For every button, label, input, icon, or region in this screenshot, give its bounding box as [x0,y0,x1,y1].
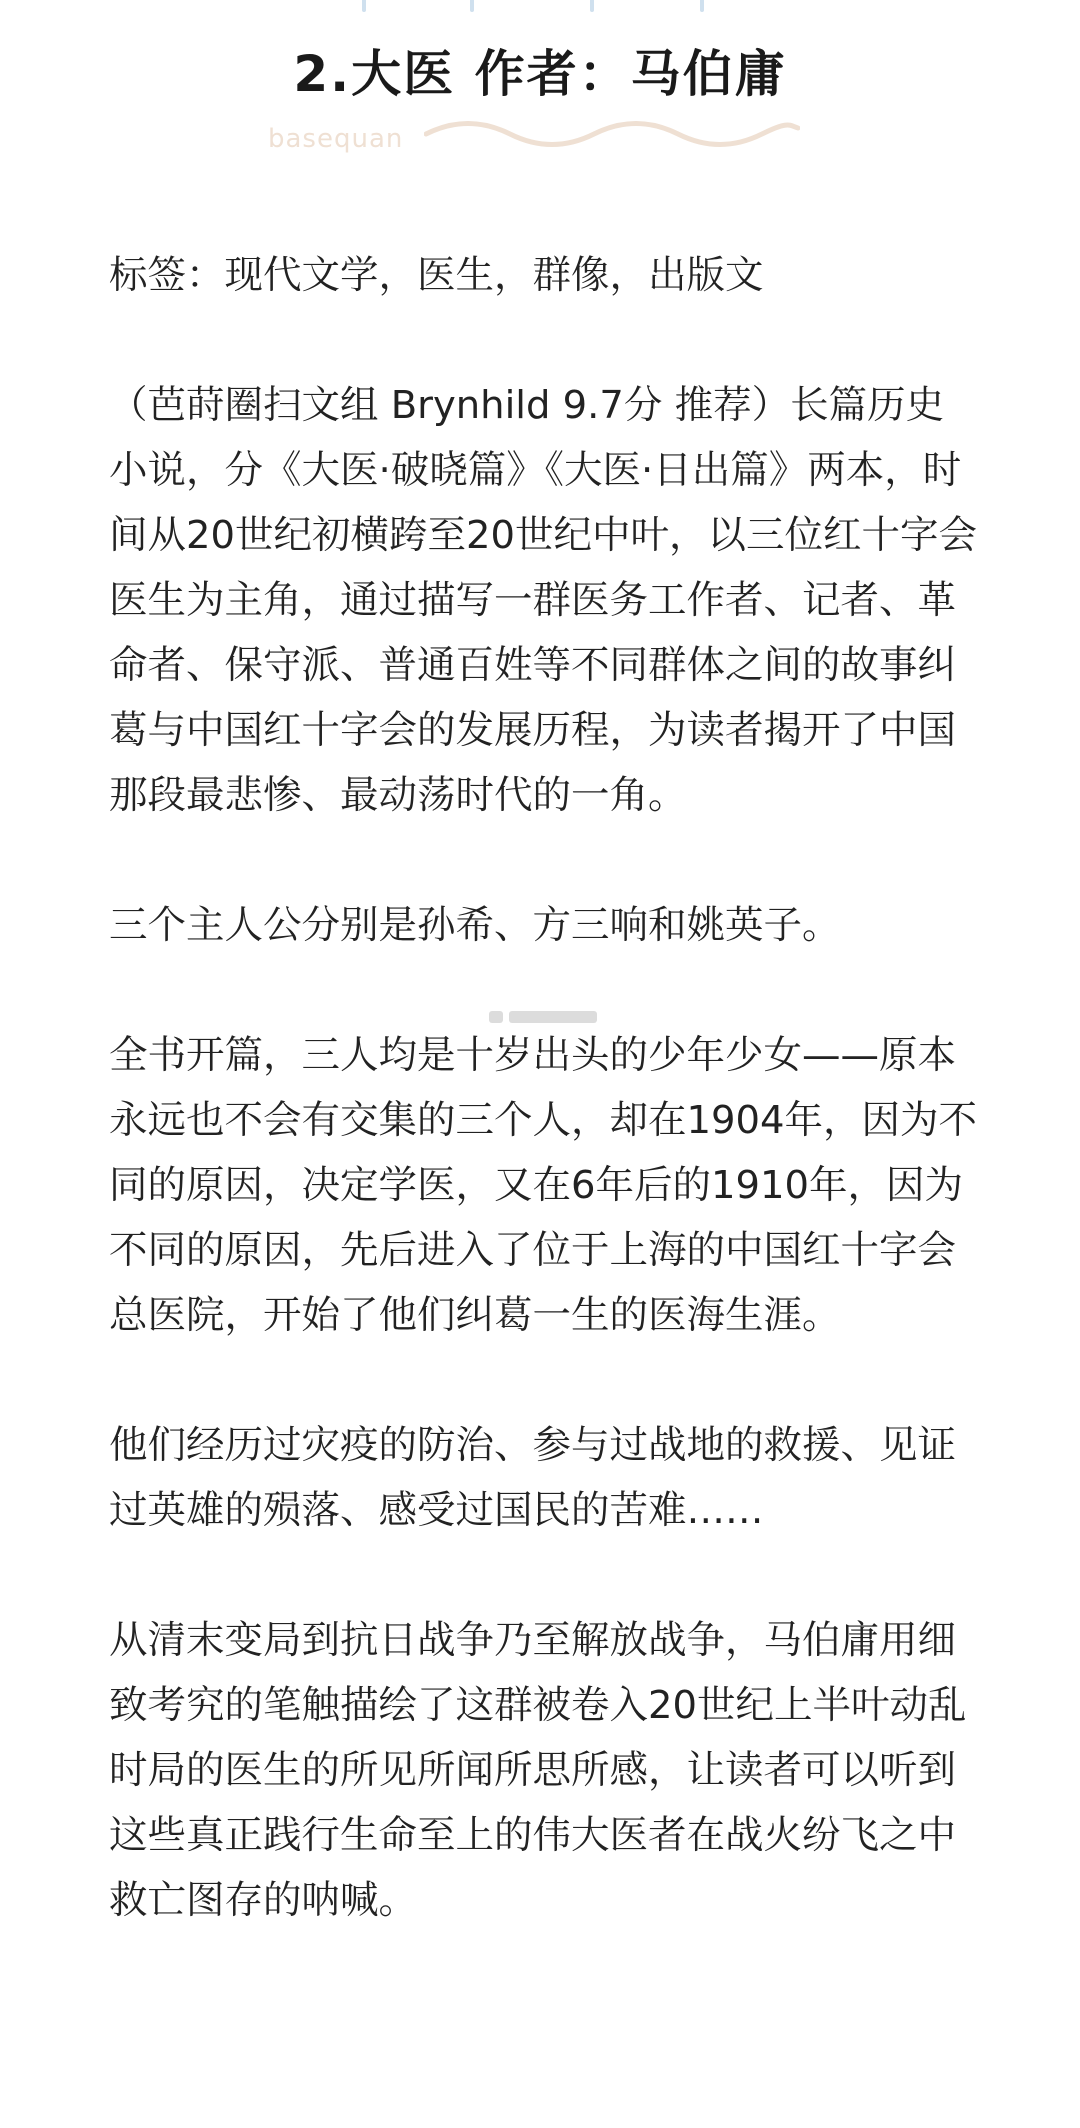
top-tick [700,0,704,12]
opening-paragraph: 全书开篇，三人均是十岁出头的少年少女——原本永远也不会有交集的三个人，却在1904年，因为不同的原因，决定学医，又在6年后的1910年，因为不同的原因，先后进入了位于上海的中国红十字会总医院，开始了他们纠葛一生的医海生涯。 [109,1033,977,1338]
protagonists-paragraph: 三个主人公分别是孙希、方三响和姚英子。 [109,903,841,948]
watermark-mark [509,1011,597,1023]
top-decoration [0,0,1080,14]
top-tick [590,0,594,12]
watermark-placeholder [489,1007,599,1025]
top-tick [362,0,366,12]
article-body [109,243,979,1998]
wave-decoration-icon [424,118,800,152]
tags-paragraph: 标签：现代文学，医生，群像，出版文 [109,253,764,298]
article-title: 2.大医 作者：马伯庸 [293,45,787,103]
summary-paragraph: 从清末变局到抗日战争乃至解放战争，马伯庸用细致考究的笔触描绘了这群被卷入20世纪上半叶动乱时局的医生的所见所闻所思所感，让读者可以听到这些真正践行生命至上的伟大医者在战火纷飞之中救亡图存的呐喊。 [109,1618,967,1923]
watermark-mark [489,1011,503,1023]
brand-signature: basequan [268,124,404,154]
intro-paragraph: （芭莳圈扫文组 Brynhild 9.7分 推荐）长篇历史小说，分《大医·破晓篇》《大医·日出篇》两本，时间从20世纪初横跨至20世纪中叶，以三位红十字会医生为主角，通过描写一群医务工作者、记者、革命者、保守派、普通百姓等不同群体之间的故事纠葛与中国红十字会的发展历程，为读者揭开了中国那段最悲惨、最动荡时代的一角。 [109,383,977,818]
top-tick [470,0,474,12]
experiences-paragraph: 他们经历过灾疫的防治、参与过战地的救援、见证过英雄的殒落、感受过国民的苦难…… [109,1423,957,1533]
